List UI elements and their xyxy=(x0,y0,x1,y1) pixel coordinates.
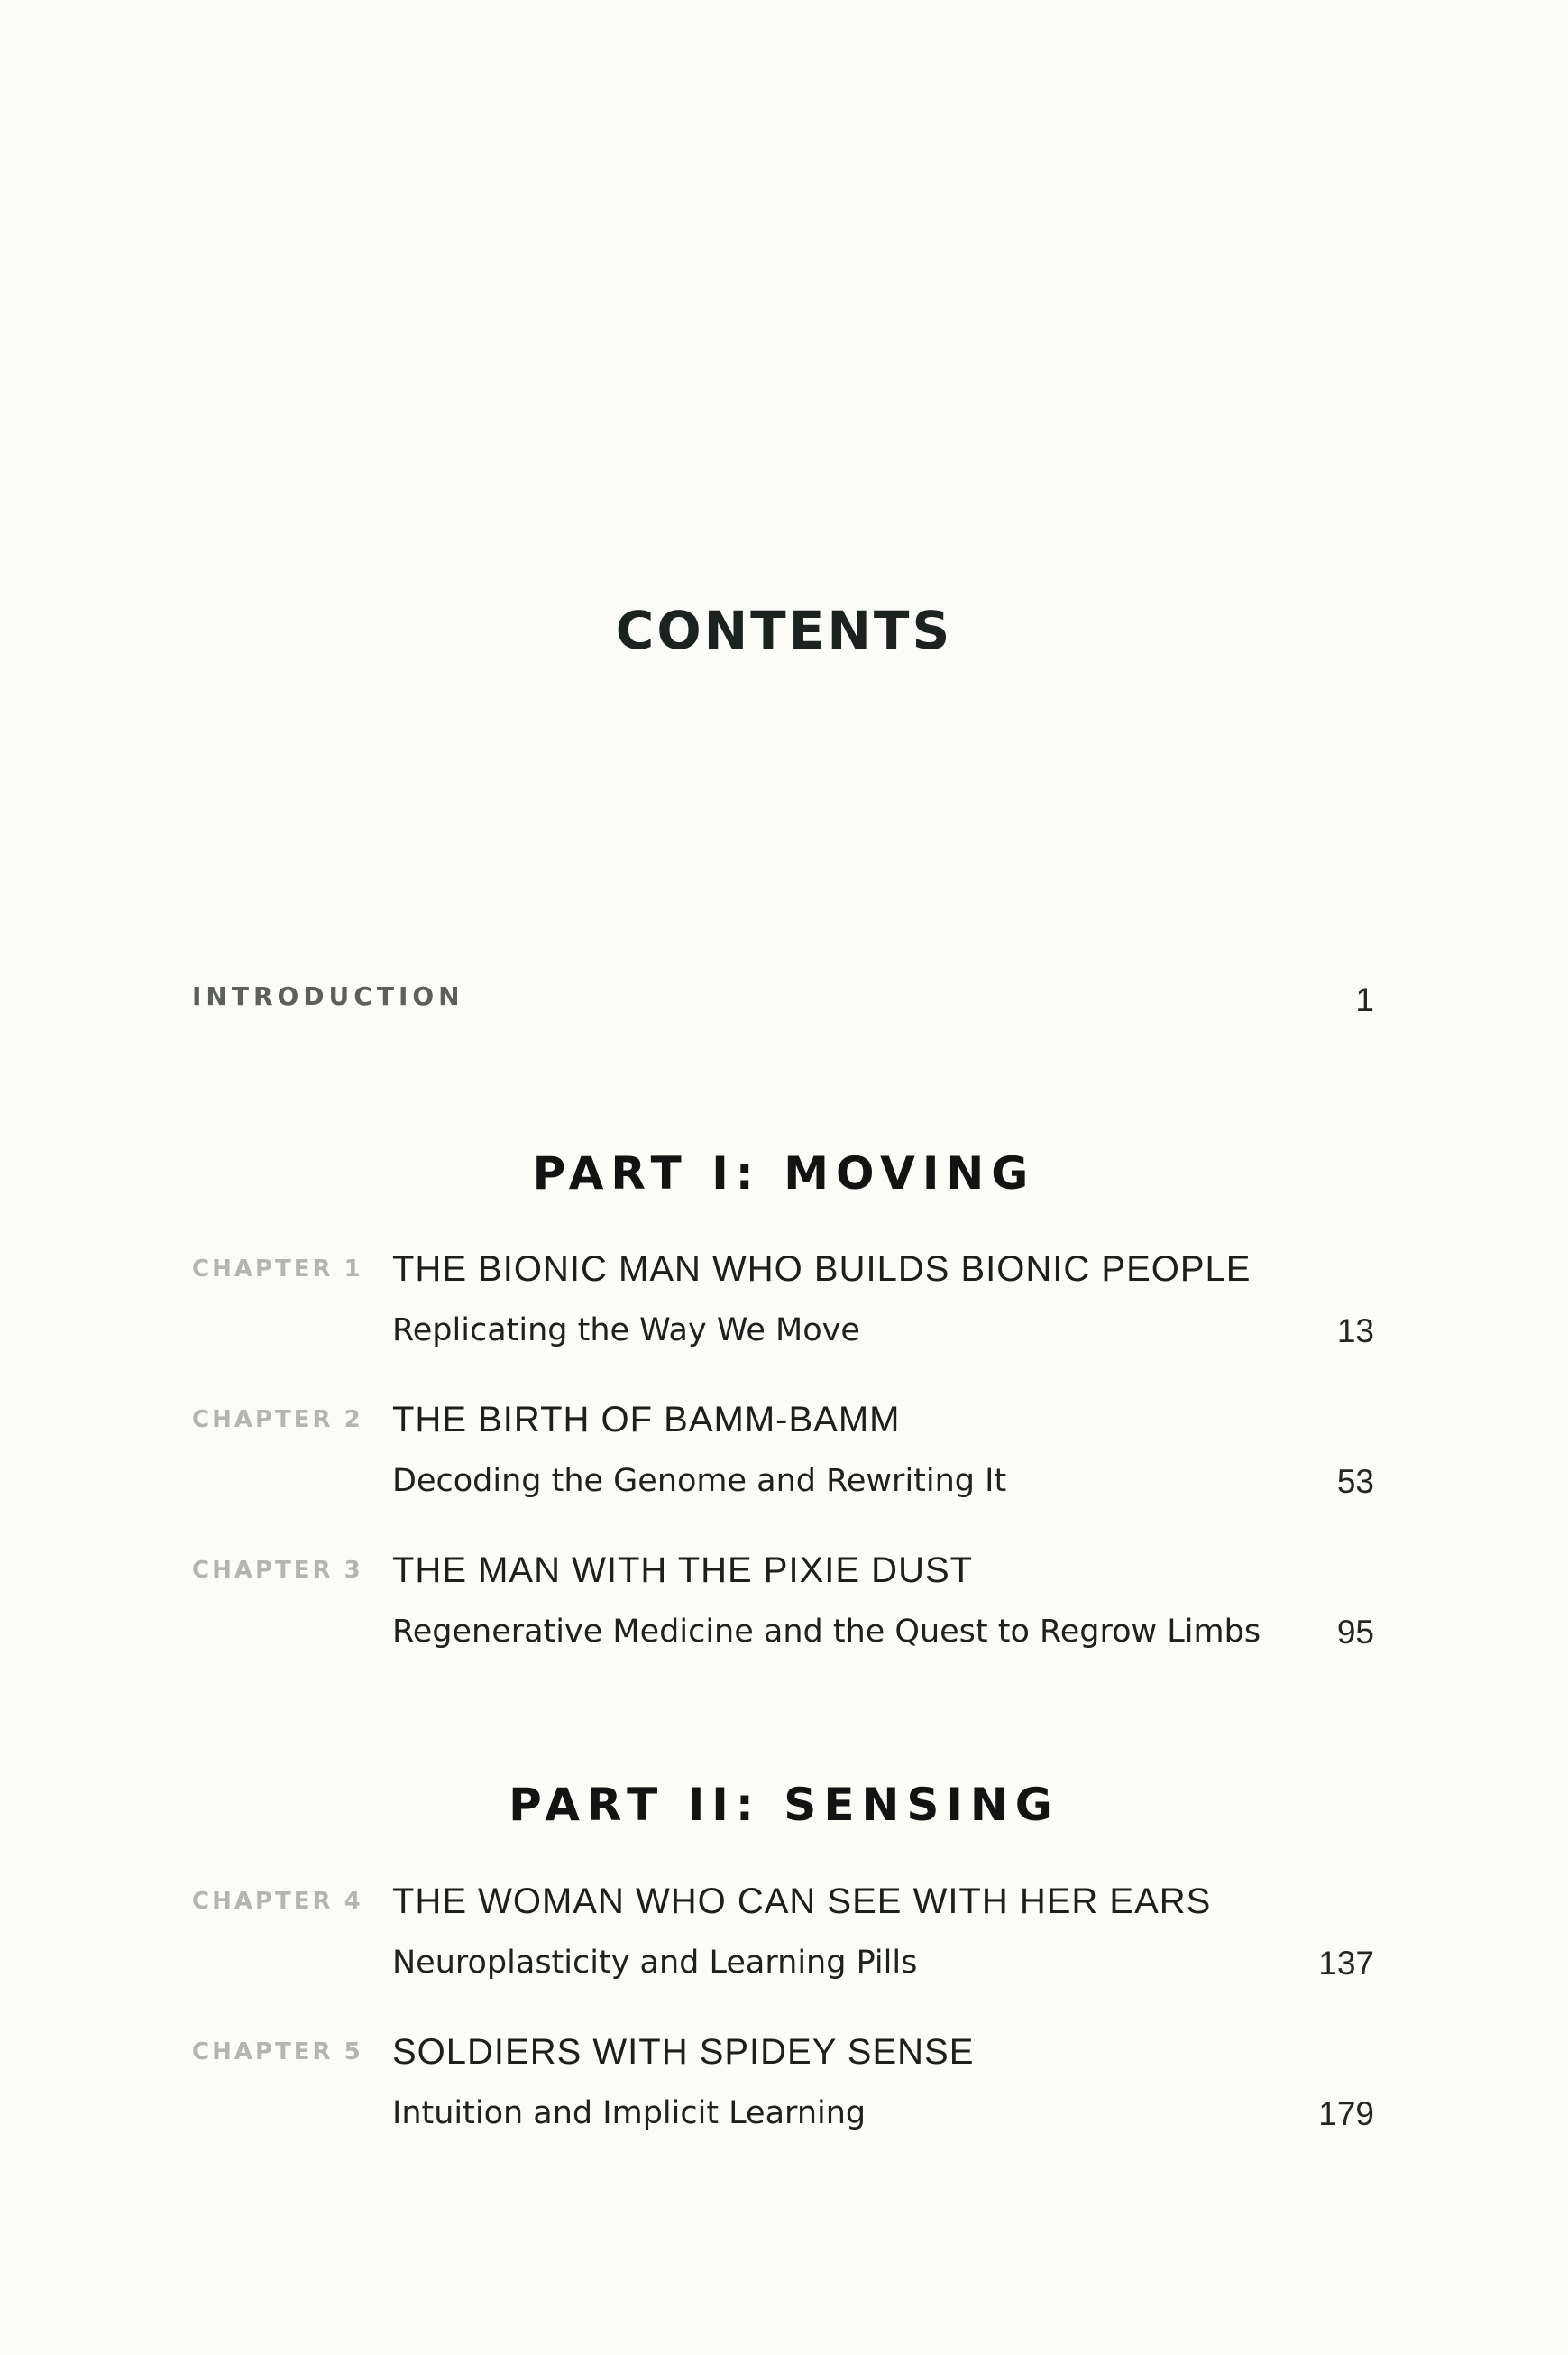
chapter-4-title: THE WOMAN WHO CAN SEE WITH HER EARS xyxy=(392,1881,1212,1921)
chapter-3-label: CHAPTER 3 xyxy=(192,1557,363,1584)
chapter-4-subtitle: Neuroplasticity and Learning Pills xyxy=(392,1945,918,1981)
chapter-3-title: THE MAN WITH THE PIXIE DUST xyxy=(392,1550,974,1590)
part-1-heading: PART I: MOVING xyxy=(532,1147,1036,1200)
chapter-2-label: CHAPTER 2 xyxy=(192,1406,363,1433)
chapter-5-label: CHAPTER 5 xyxy=(192,2038,363,2065)
part-2-heading: PART II: SENSING xyxy=(509,1779,1059,1831)
introduction-label: INTRODUCTION xyxy=(192,981,464,1011)
introduction-page-number: 1 xyxy=(1355,981,1374,1018)
chapter-1-subtitle: Replicating the Way We Move xyxy=(392,1312,860,1348)
chapter-5-page-number: 179 xyxy=(1318,2095,1374,2132)
chapter-2-page-number: 53 xyxy=(1336,1463,1374,1500)
chapter-1-label: CHAPTER 1 xyxy=(192,1256,363,1283)
chapter-4-page-number: 137 xyxy=(1318,1945,1374,1982)
chapter-4-label: CHAPTER 4 xyxy=(192,1888,363,1915)
chapter-3-subtitle: Regenerative Medicine and the Quest to Regrow Limbs xyxy=(392,1614,1261,1650)
page-title: CONTENTS xyxy=(615,600,953,661)
chapter-2-title: THE BIRTH OF BAMM-BAMM xyxy=(392,1400,901,1440)
chapter-5-subtitle: Intuition and Implicit Learning xyxy=(392,2095,867,2131)
chapter-1-title: THE BIONIC MAN WHO BUILDS BIONIC PEOPLE xyxy=(392,1249,1252,1289)
chapter-1-page-number: 13 xyxy=(1336,1312,1374,1349)
chapter-2-subtitle: Decoding the Genome and Rewriting It xyxy=(392,1463,1007,1499)
chapter-5-title: SOLDIERS WITH SPIDEY SENSE xyxy=(392,2032,975,2072)
chapter-3-page-number: 95 xyxy=(1336,1614,1374,1651)
